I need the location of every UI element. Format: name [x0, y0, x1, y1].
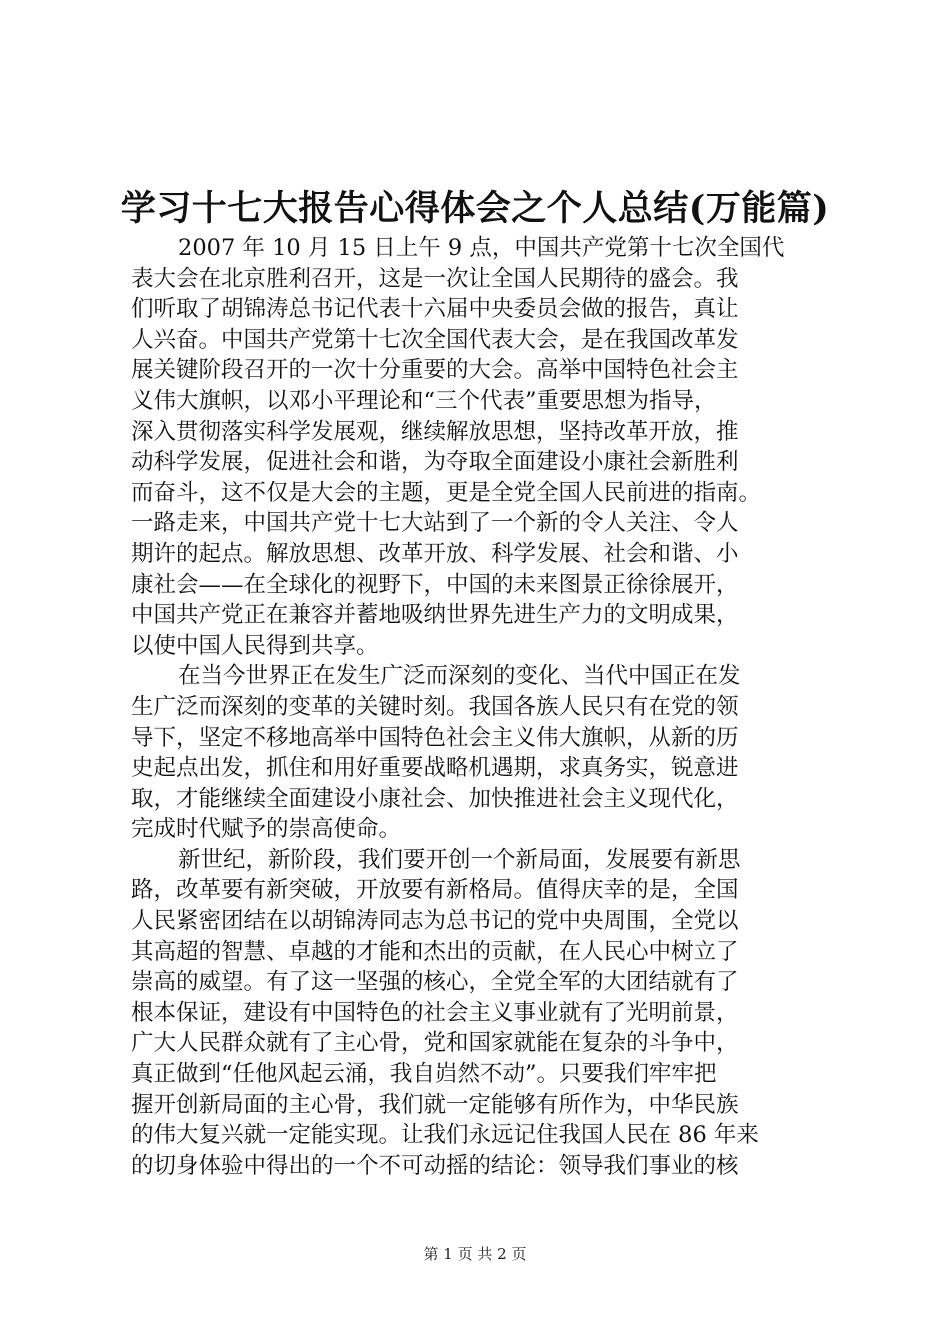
paragraph-line: 人兴奋。中国共产党第十七次全国代表大会，是在我国改革发: [131, 326, 739, 353]
paragraph-line: 人民紧密团结在以胡锦涛同志为总书记的党中央周围，全党以: [131, 908, 739, 935]
paragraph-line: 康社会——在全球化的视野下，中国的未来图景正徐徐展开，: [131, 571, 739, 598]
paragraph-line: 生广泛而深刻的变革的关键时刻。我国各族人民只有在党的领: [131, 693, 739, 720]
paragraph-line: 的伟大复兴就一定能实现。让我们永远记住我国人民在 86 年来: [131, 1122, 759, 1149]
paragraph-line: 期许的起点。解放思想、改革开放、科学发展、社会和谐、小: [131, 540, 739, 567]
paragraph-line: 路，改革要有新突破，开放要有新格局。值得庆幸的是，全国: [131, 877, 739, 904]
paragraph-line: 深入贯彻落实科学发展观，继续解放思想，坚持改革开放，推: [131, 418, 739, 445]
paragraph-line: 握开创新局面的主心骨，我们就一定能够有所作为，中华民族: [131, 1091, 739, 1118]
paragraph-line: 以使中国人民得到共享。: [131, 632, 379, 659]
paragraph-line: 史起点出发，抓住和用好重要战略机遇期，求真务实，锐意进: [131, 755, 739, 782]
paragraph-line: 而奋斗，这不仅是大会的主题，更是全党全国人民前进的指南。: [131, 479, 762, 506]
paragraph-line: 展关键阶段召开的一次十分重要的大会。高举中国特色社会主: [131, 357, 739, 384]
document-body: [131, 233, 827, 1181]
paragraph-line: 在当今世界正在发生广泛而深刻的变化、当代中国正在发: [178, 663, 741, 690]
document-title: 学习十七大报告心得体会之个人总结(万能篇): [120, 188, 830, 229]
paragraph-line: 的切身体验中得出的一个不可动摇的结论：领导我们事业的核: [131, 1152, 739, 1179]
page-footer: 第 1 页 共 2 页: [423, 1245, 527, 1263]
paragraph-line: 取，才能继续全面建设小康社会、加快推进社会主义现代化，: [131, 785, 739, 812]
paragraph: [131, 845, 827, 1182]
paragraph-line: 一路走来，中国共产党十七大站到了一个新的令人关注、令人: [131, 510, 739, 537]
paragraph-line: 其高超的智慧、卓越的才能和杰出的贡献，在人民心中树立了: [131, 938, 739, 965]
paragraph: [131, 233, 827, 661]
paragraph: [131, 661, 827, 845]
paragraph-line: 真正做到“任他风起云涌，我自岿然不动”。只要我们牢牢把: [131, 1061, 717, 1088]
paragraph-line: 表大会在北京胜利召开，这是一次让全国人民期待的盛会。我: [131, 265, 739, 292]
paragraph-line: 中国共产党正在兼容并蓄地吸纳世界先进生产力的文明成果，: [131, 602, 739, 629]
paragraph-line: 导下，坚定不移地高举中国特色社会主义伟大旗帜，从新的历: [131, 724, 739, 751]
paragraph-line: 广大人民群众就有了主心骨，党和国家就能在复杂的斗争中，: [131, 1030, 739, 1057]
paragraph-line: 根本保证，建设有中国特色的社会主义事业就有了光明前景，: [131, 999, 739, 1026]
paragraph-line: 义伟大旗帜，以邓小平理论和“三个代表”重要思想为指导，: [131, 387, 717, 414]
paragraph-line: 们听取了胡锦涛总书记代表十六届中央委员会做的报告，真让: [131, 296, 739, 323]
paragraph-line: 完成时代赋予的崇高使命。: [131, 816, 402, 843]
paragraph-line: 崇高的威望。有了这一坚强的核心，全党全军的大团结就有了: [131, 969, 739, 996]
paragraph-line: 新世纪，新阶段，我们要开创一个新局面，发展要有新思: [178, 846, 741, 873]
paragraph-line: 动科学发展，促进社会和谐，为夺取全面建设小康社会新胜利: [131, 449, 739, 476]
paragraph-line: 2007 年 10 月 15 日上午 9 点，中国共产党第十七次全国代: [178, 235, 785, 261]
